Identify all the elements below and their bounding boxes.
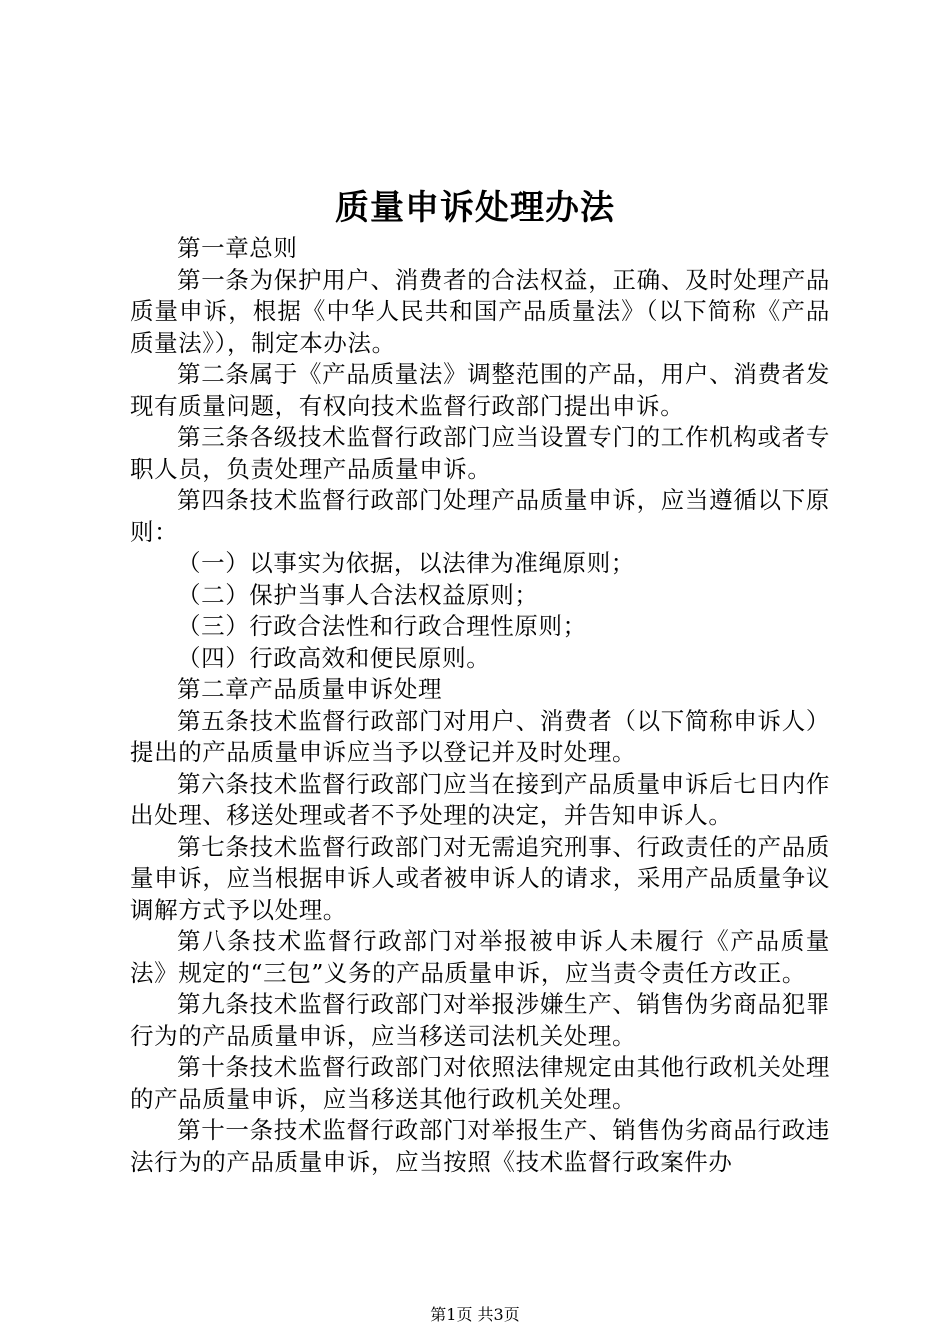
document-body xyxy=(130,233,830,1178)
page-footer: 第1页 共3页 xyxy=(430,1305,520,1324)
principle-item: （一）以事实为依据，以法律为准绳原则； xyxy=(177,549,635,577)
article-paragraph: 第五条技术监督行政部门对用户、消费者（以下简称申诉人）提出的产品质量申诉应当予以登记并及时处理。 xyxy=(130,706,830,766)
article-paragraph: 第一条为保护用户、消费者的合法权益，正确、及时处理产品质量申诉，根据《中华人民共和国产品质量法》（以下简称《产品质量法》），制定本办法。 xyxy=(130,265,830,357)
principle-item: （二）保护当事人合法权益原则； xyxy=(177,580,539,609)
article-paragraph: 第八条技术监督行政部门对举报被申诉人未履行《产品质量法》规定的“三包”义务的产品质量申诉，应当责令责任方改正。 xyxy=(130,927,830,987)
document-title: 质量申诉处理办法 xyxy=(335,188,615,228)
article-paragraph: 第七条技术监督行政部门对无需追究刑事、行政责任的产品质量申诉，应当根据申诉人或者被申诉人的请求，采用产品质量争议调解方式予以处理。 xyxy=(130,832,830,924)
chapter-heading: 第二章产品质量申诉处理 xyxy=(177,675,443,703)
principle-item: （四）行政高效和便民原则。 xyxy=(177,643,491,672)
article-paragraph: 第四条技术监督行政部门处理产品质量申诉，应当遵循以下原则： xyxy=(130,486,830,546)
article-paragraph: 第三条各级技术监督行政部门应当设置专门的工作机构或者专职人员，负责处理产品质量申诉。 xyxy=(130,423,830,483)
article-paragraph: 第九条技术监督行政部门对举报涉嫌生产、销售伪劣商品犯罪行为的产品质量申诉，应当移送司法机关处理。 xyxy=(130,990,830,1050)
chapter-heading: 第一章总则 xyxy=(177,234,298,262)
article-paragraph: 第六条技术监督行政部门应当在接到产品质量申诉后七日内作出处理、移送处理或者不予处理的决定，并告知申诉人。 xyxy=(130,769,830,829)
article-paragraph: 第十一条技术监督行政部门对举报生产、销售伪劣商品行政违法行为的产品质量申诉，应当按照《技术监督行政案件办 xyxy=(130,1116,830,1176)
principle-item: （三）行政合法性和行政合理性原则； xyxy=(177,612,587,640)
article-paragraph: 第十条技术监督行政部门对依照法律规定由其他行政机关处理的产品质量申诉，应当移送其他行政机关处理。 xyxy=(130,1053,830,1113)
article-paragraph: 第二条属于《产品质量法》调整范围的产品，用户、消费者发现有质量问题，有权向技术监督行政部门提出申诉。 xyxy=(130,360,830,420)
